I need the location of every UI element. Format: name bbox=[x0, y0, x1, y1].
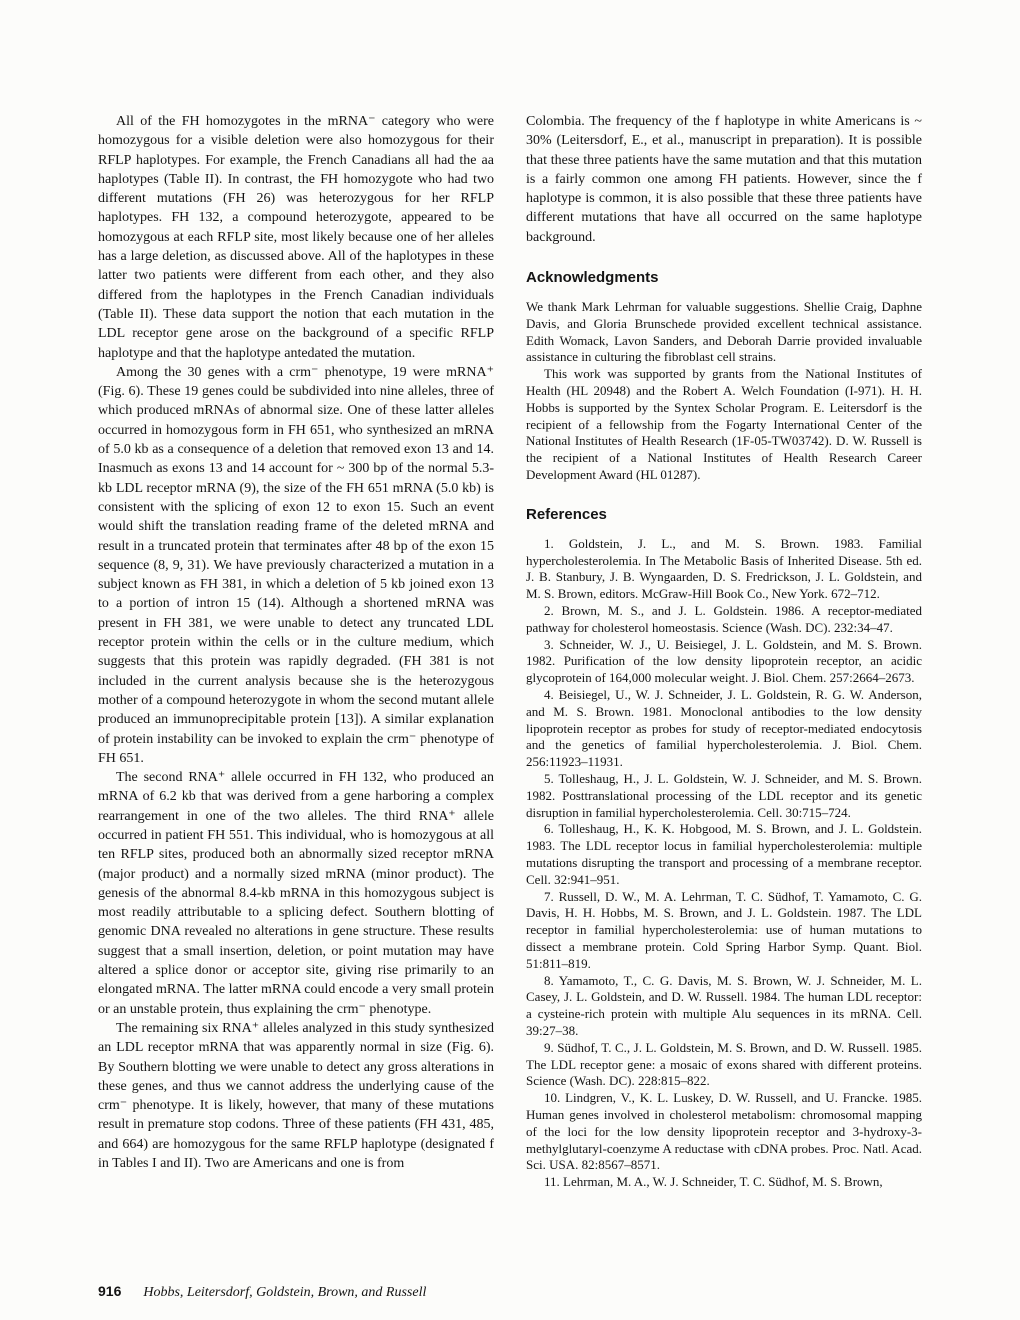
body-paragraph-continuation: Colombia. The frequency of the f haplotype in white Americans is ~ 30% (Leitersdorf, E., et al., manuscript in preparation). It is possible that these three patients have the same mutation and that this mutation is a fairly common one among FH patients. However, since the f haplotype is common, it is also possible that these three patients have different mutations that have all occurred on the same haplotype background. bbox=[526, 114, 922, 245]
body-paragraph: The second RNA⁺ allele occurred in FH 132, who produced an mRNA of 6.2 kb that was derived from a gene harboring a complex rearrangement in one of the two alleles. The third RNA⁺ allele occurred in patient FH 551. This individual, who is homozygous at all ten RFLP sites, produced both an abnormally sized receptor mRNA (major product) and a normally sized mRNA (minor product). The genesis of the abnormal 8.4-kb mRNA in this homozygous subject is most readily attributable to a splicing defect. Southern blotting of genomic DNA revealed no alterations in gene structure. These results suggest that a small insertion, deletion, or point mutation may have altered a splice donor or acceptor site, giving rise primarily to an elongated mRNA. The latter mRNA could encode a very small protein or an unstable protein, thus explaining the crm⁻ phenotype. bbox=[98, 770, 494, 1017]
right-column bbox=[526, 112, 922, 1191]
running-title: Hobbs, Leitersdorf, Goldstein, Brown, and Russell bbox=[143, 1285, 427, 1300]
page-footer bbox=[98, 1283, 922, 1301]
reference-item: 8. Yamamoto, T., C. G. Davis, M. S. Brown, W. J. Schneider, M. L. Casey, J. L. Goldstein, and D. W. Russell. 1984. The human LDL receptor: a cysteine-rich protein with multiple Alu sequences in its mRNA. Cell. 39:27–38. bbox=[526, 972, 922, 1038]
acknowledgments-paragraph: We thank Mark Lehrman for valuable suggestions. Shellie Craig, Daphne Davis, and Gloria Brunschede provided excellent technical assistance. Edith Womack, Lavon Sanders, and Deborah Darrie provided invaluable assistance in culturing the fibroblast cell strains. bbox=[526, 299, 922, 365]
references-heading: References bbox=[526, 505, 607, 523]
reference-item: 1. Goldstein, J. L., and M. S. Brown. 1983. Familial hypercholesterolemia. In The Metabolic Basis of Inherited Disease. 5th ed. J. B. Stanbury, J. B. Wyngaarden, D. S. Fredrickson, J. L. Goldstein, and M. S. Brown, editors. McGraw-Hill Book Co., New York. 672–712. bbox=[526, 535, 922, 602]
body-paragraph: All of the FH homozygotes in the mRNA⁻ category who were homozygous for a visible deletion were also homozygous for their RFLP haplotypes. For example, the French Canadians all had the aa haplotypes (Table II). In contrast, the FH homozygote who had two different mutations (FH 26) was heterozygous for her RFLP haplotypes. FH 132, a compound heterozygote, appeared to be homozygous at each RFLP site, most likely because one of her alleles has a large deletion, as discussed above. All of the haplotypes in these latter two patients were different from each other, and they also differed from the haplotypes in the French Canadian individuals (Table II). These data support the notion that each mutation in the LDL receptor gene arose on the background of a specific RFLP haplotype and that the haplotype antedated the mutation. bbox=[98, 114, 494, 361]
acknowledgments-heading: Acknowledgments bbox=[526, 269, 659, 287]
page-columns bbox=[98, 112, 922, 1191]
acknowledgments-paragraph: This work was supported by grants from the National Institutes of Health (HL 20948) and the Robert A. Welch Foundation (I-971). H. H. Hobbs is supported by the Syntex Scholar Program. E. Leitersdorf is the recipient of a fellowship from the Fogarty International Center of the National Institutes of Health Research (1F-05-TW03742). D. W. Russell is the recipient of a National Institutes of Health Research Career Development Award (HL 01287). bbox=[526, 366, 922, 483]
body-paragraph: The remaining six RNA⁺ alleles analyzed in this study synthesized an LDL receptor mRNA that was apparently normal in size (Fig. 6). By Southern blotting we were unable to detect any gross alterations in these genes, and thus we cannot address the underlying cause of the crm⁻ phenotype. It is likely, however, that many of these mutations result in premature stop codons. Three of these patients (FH 431, 485, and 664) are homozygous for the same RFLP haplotype (designated f in Tables I and II). Two are Americans and one is from bbox=[98, 1020, 494, 1172]
reference-item: 5. Tolleshaug, H., J. L. Goldstein, W. J. Schneider, and M. S. Brown. 1982. Posttranslational processing of the LDL receptor and its genetic disruption in familial hypercholesterolemia. Cell. 30:715–724. bbox=[526, 771, 922, 820]
reference-item: 3. Schneider, W. J., U. Beisiegel, J. L. Goldstein, and M. S. Brown. 1982. Purification of the low density lipoprotein receptor, an acidic glycoprotein of 164,000 molecular weight. J. Biol. Chem. 257:2664–2673. bbox=[526, 636, 922, 686]
body-paragraph: Among the 30 genes with a crm⁻ phenotype, 19 were mRNA⁺ (Fig. 6). These 19 genes could be subdivided into nine alleles, three of which produced mRNAs of abnormal size. One of these latter alleles occurred in homozygous form in FH 651, who synthesized an mRNA of 5.0 kb as a consequence of a deletion that removed exon 13 and 14. Inasmuch as exons 13 and 14 account for ~ 300 bp of the normal 5.3-kb LDL receptor mRNA (9), the size of the FH 651 mRNA (5.0 kb) is consistent with the splicing of exon 12 to exon 15. Such an event would shift the translation reading frame of the deleted mRNA and result in a truncated protein that terminates after 48 bp of the exon 15 sequence (8, 9, 31). We have previously characterized a mutation in a subject known as FH 381, in which a deletion of 5 kb joined exon 13 to a portion of intron 15 (14). Although a shortened mRNA was present in FH 381, we were unable to detect any truncated LDL receptor protein within the cells or in the culture medium, which suggests that this protein was rapidly degraded. (FH 381 is not included in the current analysis because she is the heterozygous mother of a compound heterozygote in whom the second mutant allele produced an immunoprecipitable protein [13]). A similar explanation of protein instability can be invoked to explain the crm⁻ phenotype of FH 651. bbox=[98, 364, 494, 766]
reference-item: 4. Beisiegel, U., W. J. Schneider, J. L. Goldstein, R. G. W. Anderson, and M. S. Brown. 1981. Monoclonal antibodies to the low density lipoprotein receptor as probes for study of receptor-mediated endocytosis and the genetics of familial hypercholesterolemia. J. Biol. Chem. 256:11923–11931. bbox=[526, 687, 922, 770]
reference-item: 7. Russell, D. W., M. A. Lehrman, T. C. Südhof, T. Yamamoto, C. G. Davis, H. H. Hobbs, M. S. Brown, and J. L. Goldstein. 1987. The LDL receptor in familial hypercholesterolemia: use of human mutations to dissect a membrane protein. Cold Spring Harbor Symp. Quant. Biol. 51:811–819. bbox=[526, 888, 922, 971]
page-number: 916 bbox=[98, 1283, 122, 1299]
reference-item: 10. Lindgren, V., K. L. Luskey, D. W. Russell, and U. Francke. 1985. Human genes involved in cholesterol metabolism: chromosomal mapping of the loci for the low density lipoprotein receptor and 3-hydroxy-3-methylglutaryl-coenzyme A reductase with cDNA probes. Proc. Natl. Acad. Sci. USA. 82:8567–8571. bbox=[526, 1090, 922, 1173]
reference-item: 6. Tolleshaug, H., K. K. Hobgood, M. S. Brown, and J. L. Goldstein. 1983. The LDL receptor locus in familial hypercholesterolemia: multiple mutations disrupting the transport and processing of a membrane receptor. Cell. 32:941–951. bbox=[526, 821, 922, 887]
reference-item: 11. Lehrman, M. A., W. J. Schneider, T. C. Südhof, M. S. Brown, bbox=[544, 1174, 883, 1190]
reference-item: 2. Brown, M. S., and J. L. Goldstein. 1986. A receptor-mediated pathway for cholesterol homeostasis. Science (Wash. DC). 232:34–47. bbox=[526, 603, 922, 635]
left-column bbox=[98, 112, 494, 1191]
reference-item: 9. Südhof, T. C., J. L. Goldstein, M. S. Brown, and D. W. Russell. 1985. The LDL receptor gene: a mosaic of exons shared with different proteins. Science (Wash. DC). 228:815–822. bbox=[526, 1039, 922, 1089]
